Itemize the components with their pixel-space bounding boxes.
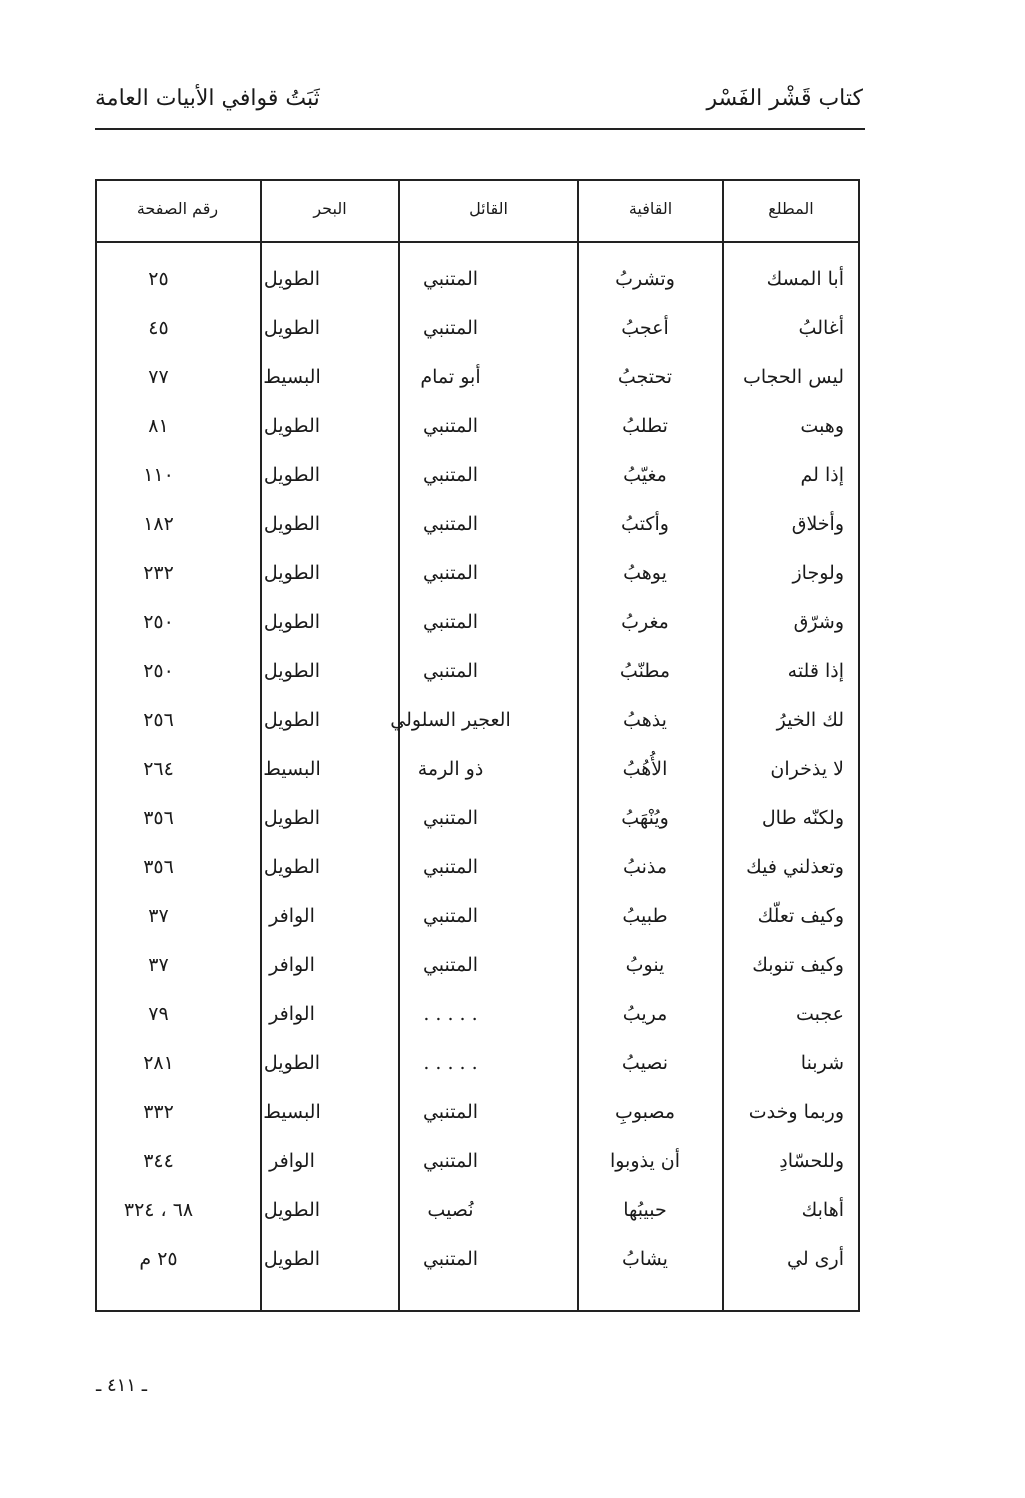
poet-cell: المتنبي <box>422 1150 479 1172</box>
opening-cell: أرى لي <box>787 1248 844 1270</box>
page-cell: ٨١ <box>148 415 169 437</box>
rhyme-cell: تطلبُ <box>622 415 668 437</box>
page-cell: ٣٤٤ <box>143 1150 174 1172</box>
rhyme-cell: ويُنْهَبُ <box>621 807 669 829</box>
rhyme-cell: يشابُ <box>622 1248 668 1270</box>
rhyme-cell: حبيبُها <box>623 1199 667 1221</box>
table-row <box>97 941 858 990</box>
page-cell: ٢٥٠ <box>143 611 174 633</box>
table-row <box>97 549 858 598</box>
column-header-page: رقم الصفحة <box>136 199 219 218</box>
poet-cell: العجير السلولي <box>390 709 511 731</box>
page-cell: ٢٥٠ <box>143 660 174 682</box>
poet-cell: المتنبي <box>422 807 479 829</box>
opening-cell: وتعذلني فيك <box>746 856 844 878</box>
poet-cell: . . . . . <box>423 1003 478 1025</box>
page-number: ـ ٤١١ ـ <box>96 1375 148 1396</box>
column-header-opening: المطلع <box>768 199 814 218</box>
opening-cell: وكيف تعلّك <box>757 905 844 927</box>
opening-cell: لا يذخران <box>770 758 844 780</box>
rhyme-cell: وأكتبُ <box>621 513 669 535</box>
meter-cell: البسيط <box>263 366 321 388</box>
meter-cell: الطويل <box>263 562 321 584</box>
table-row <box>97 1186 858 1235</box>
opening-cell: وشرّق <box>793 611 844 633</box>
meter-cell: البسيط <box>263 1101 321 1123</box>
page-cell: ٣٣٢ <box>143 1101 174 1123</box>
meter-cell: الوافر <box>269 1003 315 1025</box>
header-rule <box>97 241 858 243</box>
table-row <box>97 990 858 1039</box>
meter-cell: البسيط <box>263 758 321 780</box>
poet-cell: . . . . . <box>423 1052 478 1074</box>
rhyme-cell: مذنبُ <box>622 856 668 878</box>
meter-cell: الطويل <box>263 1199 321 1221</box>
rhyme-index-table <box>95 179 860 1312</box>
poet-cell: المتنبي <box>422 660 479 682</box>
table-row <box>97 843 858 892</box>
rhyme-cell: وتشربُ <box>615 268 675 290</box>
table-row <box>97 353 858 402</box>
opening-cell: وربما وخدت <box>748 1101 844 1123</box>
table-row <box>97 745 858 794</box>
rhyme-cell: ينوبُ <box>625 954 665 976</box>
rhyme-cell: مغربُ <box>621 611 669 633</box>
rhyme-cell: مطنّبُ <box>619 660 671 682</box>
meter-cell: الطويل <box>263 1052 321 1074</box>
table-row <box>97 794 858 843</box>
meter-cell: الطويل <box>263 464 321 486</box>
column-header-poet: القائل <box>469 199 508 218</box>
rhyme-cell: مغيّبُ <box>623 464 667 486</box>
page-cell: ١١٠ <box>143 464 174 486</box>
poet-cell: المتنبي <box>422 856 479 878</box>
page-cell: ٢٥ <box>148 268 169 290</box>
table-row <box>97 451 858 500</box>
opening-cell: إذا قلته <box>787 660 844 682</box>
poet-cell: المتنبي <box>422 415 479 437</box>
table-row <box>97 696 858 745</box>
poet-cell: المتنبي <box>422 905 479 927</box>
page-cell: ٢٦٤ <box>143 758 174 780</box>
table-row <box>97 598 858 647</box>
opening-cell: لك الخيرُ <box>776 709 844 731</box>
opening-cell: إذا لم <box>800 464 844 486</box>
page-cell: ٦٨ ، ٣٢٤ <box>123 1199 194 1221</box>
rhyme-cell: أعجبُ <box>621 317 669 339</box>
meter-cell: الطويل <box>263 317 321 339</box>
poet-cell: المتنبي <box>422 268 479 290</box>
opening-cell: وكيف تنوبك <box>752 954 844 976</box>
page-cell: ٢٥ م <box>139 1248 178 1270</box>
page-cell: ٣٥٦ <box>143 807 174 829</box>
opening-cell: شربنا <box>800 1052 844 1074</box>
poet-cell: المتنبي <box>422 1248 479 1270</box>
rhyme-cell: الأُهُبُ <box>622 758 668 780</box>
poet-cell: المتنبي <box>422 317 479 339</box>
meter-cell: الطويل <box>263 415 321 437</box>
page-cell: ١٨٢ <box>143 513 174 535</box>
table-row <box>97 892 858 941</box>
table-row <box>97 402 858 451</box>
page-cell: ٣٥٦ <box>143 856 174 878</box>
table-row <box>97 1039 858 1088</box>
book-title: كتاب قَشْر الفَسْر <box>706 86 863 111</box>
meter-cell: الطويل <box>263 611 321 633</box>
page-cell: ٢٨١ <box>143 1052 174 1074</box>
rhyme-cell: نصيبُ <box>621 1052 669 1074</box>
meter-cell: الطويل <box>263 807 321 829</box>
table-row <box>97 1235 858 1284</box>
page-cell: ٧٧ <box>148 366 169 388</box>
opening-cell: أغالبُ <box>798 317 844 339</box>
rhyme-cell: يوهبُ <box>623 562 667 584</box>
rhyme-cell: مصبوبِ <box>614 1101 676 1123</box>
page-cell: ٢٣٢ <box>143 562 174 584</box>
column-header-rhyme: القافية <box>628 199 673 218</box>
opening-cell: وللحسّادِ <box>779 1150 844 1172</box>
poet-cell: المتنبي <box>422 513 479 535</box>
page-cell: ٤٥ <box>148 317 169 339</box>
opening-cell: وأخلاق <box>791 513 844 535</box>
section-title: ثَبَتُ قوافي الأبيات العامة <box>95 86 320 111</box>
page-cell: ٢٥٦ <box>143 709 174 731</box>
meter-cell: الطويل <box>263 709 321 731</box>
page-cell: ٣٧ <box>148 954 169 976</box>
meter-cell: الوافر <box>269 954 315 976</box>
opening-cell: أبا المسك <box>766 268 844 290</box>
meter-cell: الوافر <box>269 1150 315 1172</box>
table-row <box>97 500 858 549</box>
rhyme-cell: أن يذوبوا <box>609 1150 681 1172</box>
meter-cell: الطويل <box>263 268 321 290</box>
rhyme-cell: تحتجبُ <box>617 366 673 388</box>
table-row <box>97 647 858 696</box>
rhyme-cell: مريبُ <box>622 1003 668 1025</box>
opening-cell: وهبت <box>800 415 844 437</box>
table-row <box>97 304 858 353</box>
meter-cell: الطويل <box>263 856 321 878</box>
meter-cell: الطويل <box>263 1248 321 1270</box>
page-cell: ٧٩ <box>148 1003 169 1025</box>
poet-cell: نُصيب <box>427 1199 474 1221</box>
opening-cell: أهابك <box>801 1199 844 1221</box>
table-row <box>97 255 858 304</box>
page-cell: ٣٧ <box>148 905 169 927</box>
poet-cell: المتنبي <box>422 1101 479 1123</box>
poet-cell: المتنبي <box>422 562 479 584</box>
rhyme-cell: يذهبُ <box>623 709 667 731</box>
column-header-meter: البحر <box>313 199 347 218</box>
rhyme-cell: طبيبُ <box>622 905 668 927</box>
poet-cell: المتنبي <box>422 954 479 976</box>
table-row <box>97 1088 858 1137</box>
poet-cell: المتنبي <box>422 611 479 633</box>
opening-cell: ولوجاز <box>792 562 844 584</box>
poet-cell: المتنبي <box>422 464 479 486</box>
opening-cell: عجبت <box>796 1003 844 1025</box>
poet-cell: أبو تمام <box>420 366 481 388</box>
meter-cell: الطويل <box>263 513 321 535</box>
running-header <box>95 84 865 130</box>
meter-cell: الطويل <box>263 660 321 682</box>
opening-cell: ولكنّه طال <box>761 807 844 829</box>
meter-cell: الوافر <box>269 905 315 927</box>
poet-cell: ذو الرمة <box>417 758 484 780</box>
opening-cell: ليس الحجاب <box>742 366 844 388</box>
table-row <box>97 1137 858 1186</box>
